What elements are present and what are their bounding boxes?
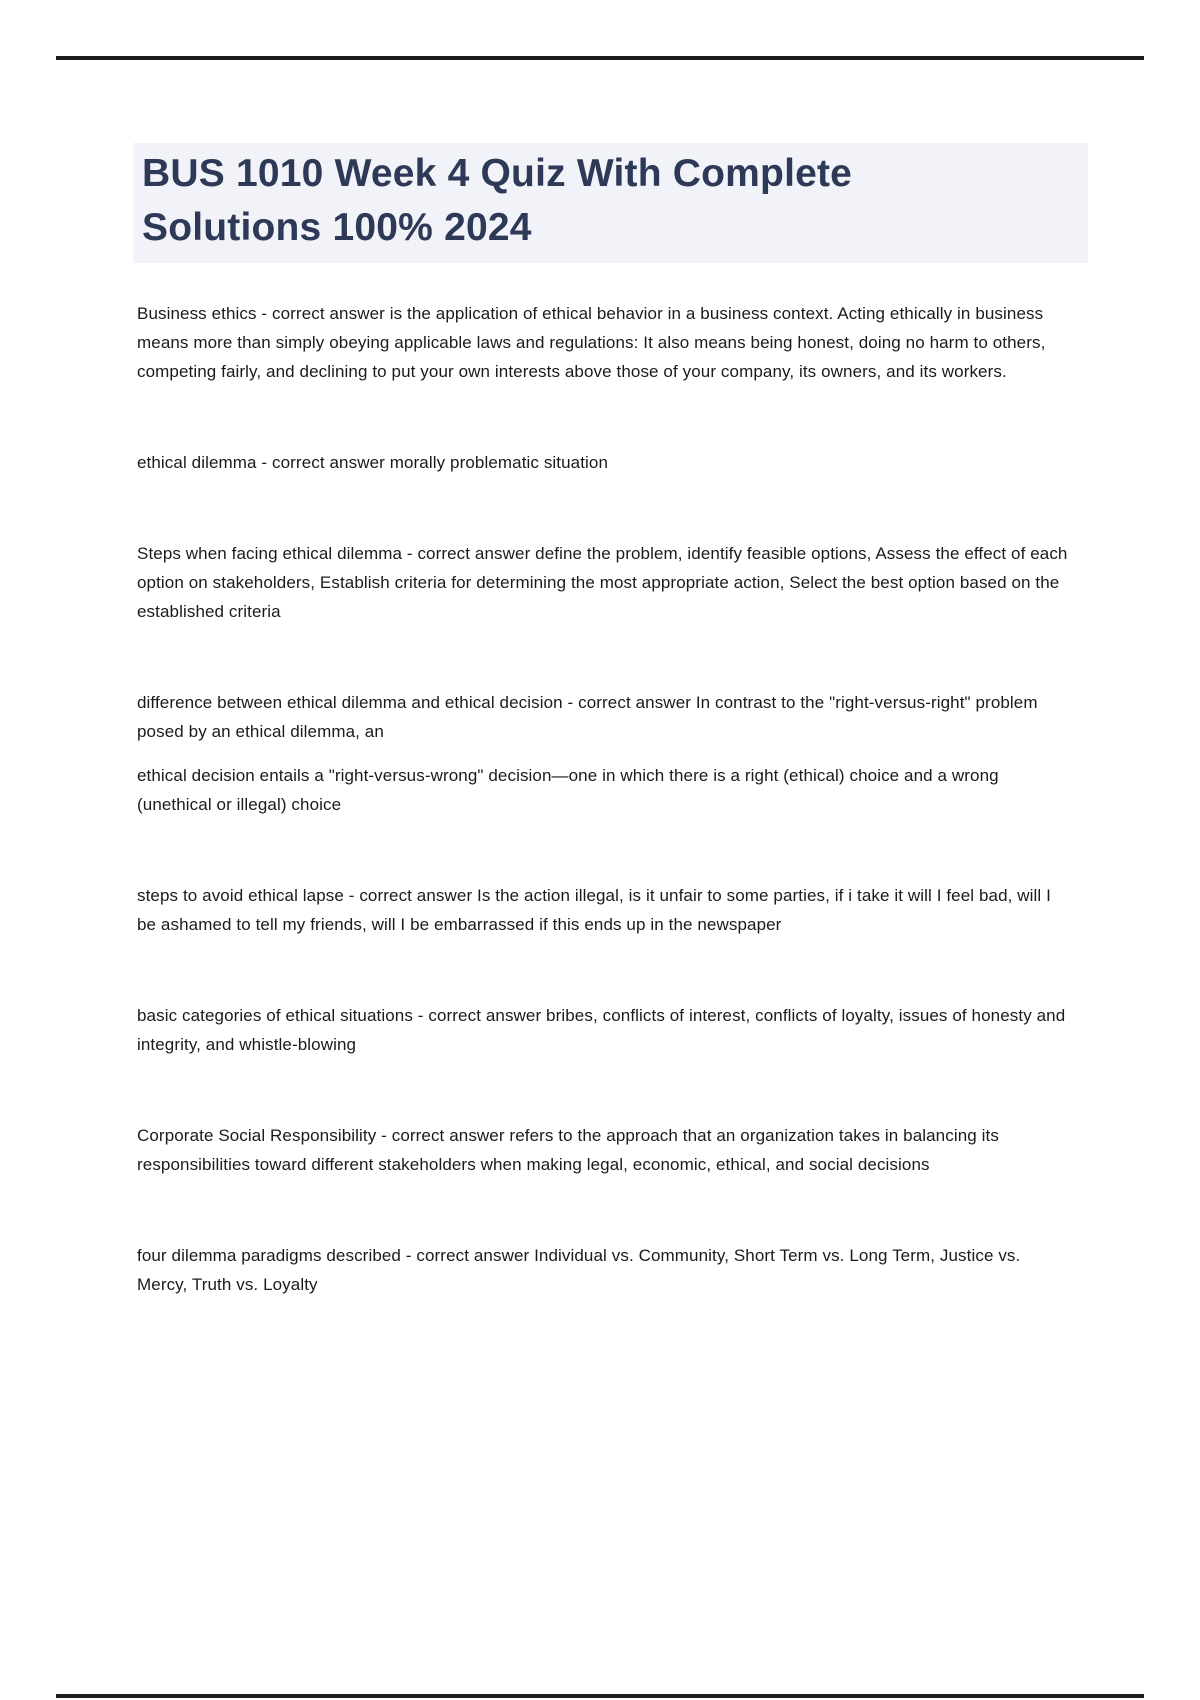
page-title [133,143,1088,263]
document-body [137,299,1072,1299]
qa-paragraph-ethical-decision-continued: ethical decision entails a "right-versus-wrong" decision—one in which there is a right (ethical) choice and a wrong (unethical or illegal) choice [137,766,999,814]
page-title-line1: BUS 1010 Week 4 Quiz With Complete [142,152,853,195]
qa-paragraph-business-ethics: Business ethics - correct answer is the application of ethical behavior in a business context. Acting ethically in business means more than simply obeying applicable laws and regulations: It also means being honest, doing no harm to others, competing fairly, and declining to put your own interests above those of your company, its owners, and its workers. [137,304,1046,381]
qa-paragraph-corporate-social-responsibility: Corporate Social Responsibility - correct answer refers to the approach that an organization takes in balancing its responsibilities toward different stakeholders when making legal, economic, ethical, and social decisions [137,1126,999,1174]
qa-paragraph-four-dilemma-paradigms: four dilemma paradigms described - correct answer Individual vs. Community, Short Term vs. Long Term, Justice vs. Mercy, Truth vs. Loyalty [137,1246,1021,1294]
qa-paragraph-avoid-ethical-lapse: steps to avoid ethical lapse - correct answer Is the action illegal, is it unfair to some parties, if i take it will I feel bad, will I be ashamed to tell my friends, will I be embarrassed if this ends up in the newspaper [137,886,1051,934]
bottom-divider [56,1694,1144,1698]
qa-paragraph-steps-facing-dilemma: Steps when facing ethical dilemma - correct answer define the problem, identify feasible options, Assess the effect of each option on stakeholders, Establish criteria for determining the most appropriate action, Select the best option based on the established criteria [137,544,1068,621]
qa-paragraph-dilemma-vs-decision: difference between ethical dilemma and ethical decision - correct answer In contrast to the "right-versus-right" problem posed by an ethical dilemma, an [137,693,1038,741]
top-divider [56,56,1144,60]
page-title-line2: Solutions 100% 2024 [142,206,532,249]
qa-paragraph-ethical-dilemma: ethical dilemma - correct answer morally problematic situation [137,453,609,472]
qa-paragraph-basic-categories: basic categories of ethical situations - correct answer bribes, conflicts of interest, conflicts of loyalty, issues of honesty and integrity, and whistle-blowing [137,1006,1066,1054]
